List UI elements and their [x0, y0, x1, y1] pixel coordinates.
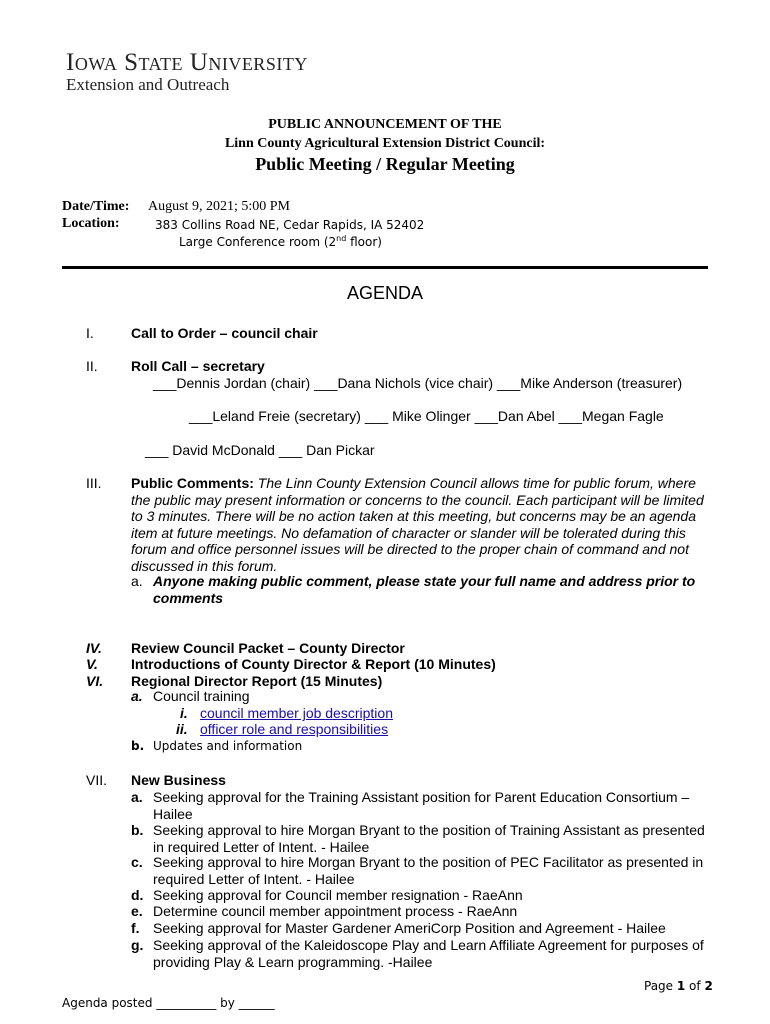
meeting-type-title: Public Meeting / Regular Meeting — [255, 154, 515, 174]
job-description-item: i. council member job description — [180, 705, 393, 721]
public-comments-note: a. Anyone making public comment, please state your full name and address prior to comments — [131, 573, 696, 606]
datetime-label: Date/Time: — [62, 199, 130, 214]
datetime-value: August 9, 2021; 5:00 PM — [148, 199, 290, 214]
logo-line2: Extension and Outreach — [66, 75, 230, 94]
announcement-heading: PUBLIC ANNOUNCEMENT OF THE — [268, 117, 502, 132]
header-divider — [62, 266, 708, 269]
new-business-item-g: g. Seeking approval of the Kaleidoscope Play and Learn Affiliate Agreement for purposes of providing Play & Learn programming. -Hailee — [131, 937, 704, 970]
public-comments: Public Comments: The Linn County Extension Council allows time for public forum, where the public may present information or concerns to the council. Each participant will be limited to 3 minutes. There will be no action taken at this meeting, but concerns may be an agenda item at future meetings. No defamation of character or slander will be tolerated during this forum and office personnel issues will be directed to the proper chain of command and not discussed in this forum. — [131, 475, 704, 574]
roll-call-row3: ___ David McDonald ___ Dan Pickar — [145, 442, 375, 458]
regional-director-report: Regional Director Report (15 Minutes) — [131, 673, 383, 689]
item-v-number: V. — [86, 656, 98, 672]
roll-call: Roll Call – secretary — [131, 358, 265, 374]
location-room: Large Conference room (2nd floor) — [179, 234, 382, 249]
logo-line1: Iowa State University — [66, 49, 308, 76]
item-iv-number: IV. — [86, 640, 102, 656]
review-council-packet: Review Council Packet – County Director — [131, 640, 405, 656]
roll-call-row2: ___Leland Freie (secretary) ___ Mike Olinger ___Dan Abel ___Megan Fagle — [189, 408, 664, 424]
updates-information: b. Updates and information — [131, 739, 303, 753]
location-address: 383 Collins Road NE, Cedar Rapids, IA 52402 — [155, 218, 425, 232]
new-business-item-e: e. Determine council member appointment process - RaeAnn — [131, 903, 518, 919]
new-business-item-a: a. Seeking approval for the Training Assistant position for Parent Education Consortium – Hailee — [131, 789, 690, 822]
council-name: Linn County Agricultural Extension District Council: — [224, 136, 546, 151]
location-label: Location: — [62, 216, 120, 231]
item-vii-number: VII. — [86, 772, 108, 788]
page-number: Page 1 of 2 — [644, 979, 713, 993]
item-iii-number: III. — [86, 475, 102, 491]
county-director-report: Introductions of County Director & Report (10 Minutes) — [131, 656, 496, 672]
call-to-order: Call to Order – council chair — [131, 325, 318, 341]
new-business-item-f: f. Seeking approval for Master Gardener AmeriCorp Position and Agreement - Hailee — [131, 920, 666, 936]
item-ii-number: II. — [86, 358, 98, 374]
officer-role-item: ii. officer role and responsibilities — [176, 721, 389, 737]
agenda-posted-line: Agenda posted __________ by ______ — [62, 996, 275, 1010]
agenda-title: AGENDA — [346, 283, 424, 303]
new-business-item-c: c. Seeking approval to hire Morgan Bryant to the position of PEC Facilitator as presented in required Letter of Intent. - Hailee — [131, 854, 704, 887]
council-training: a. Council training — [131, 688, 250, 704]
job-description-link[interactable]: council member job description — [200, 705, 393, 721]
new-business-item-d: d. Seeking approval for Council member resignation - RaeAnn — [131, 887, 523, 903]
item-i-number: I. — [86, 325, 94, 341]
new-business-item-b: b. Seeking approval to hire Morgan Bryant to the position of Training Assistant as presented in required Letter of Intent. - Hailee — [131, 822, 705, 855]
item-vi-number: VI. — [86, 673, 104, 689]
new-business: New Business — [131, 772, 226, 788]
officer-role-link[interactable]: officer role and responsibilities — [200, 721, 389, 737]
roll-call-row1: ___Dennis Jordan (chair) ___Dana Nichols (vice chair) ___Mike Anderson (treasurer) — [153, 375, 683, 391]
university-logo — [66, 50, 308, 94]
